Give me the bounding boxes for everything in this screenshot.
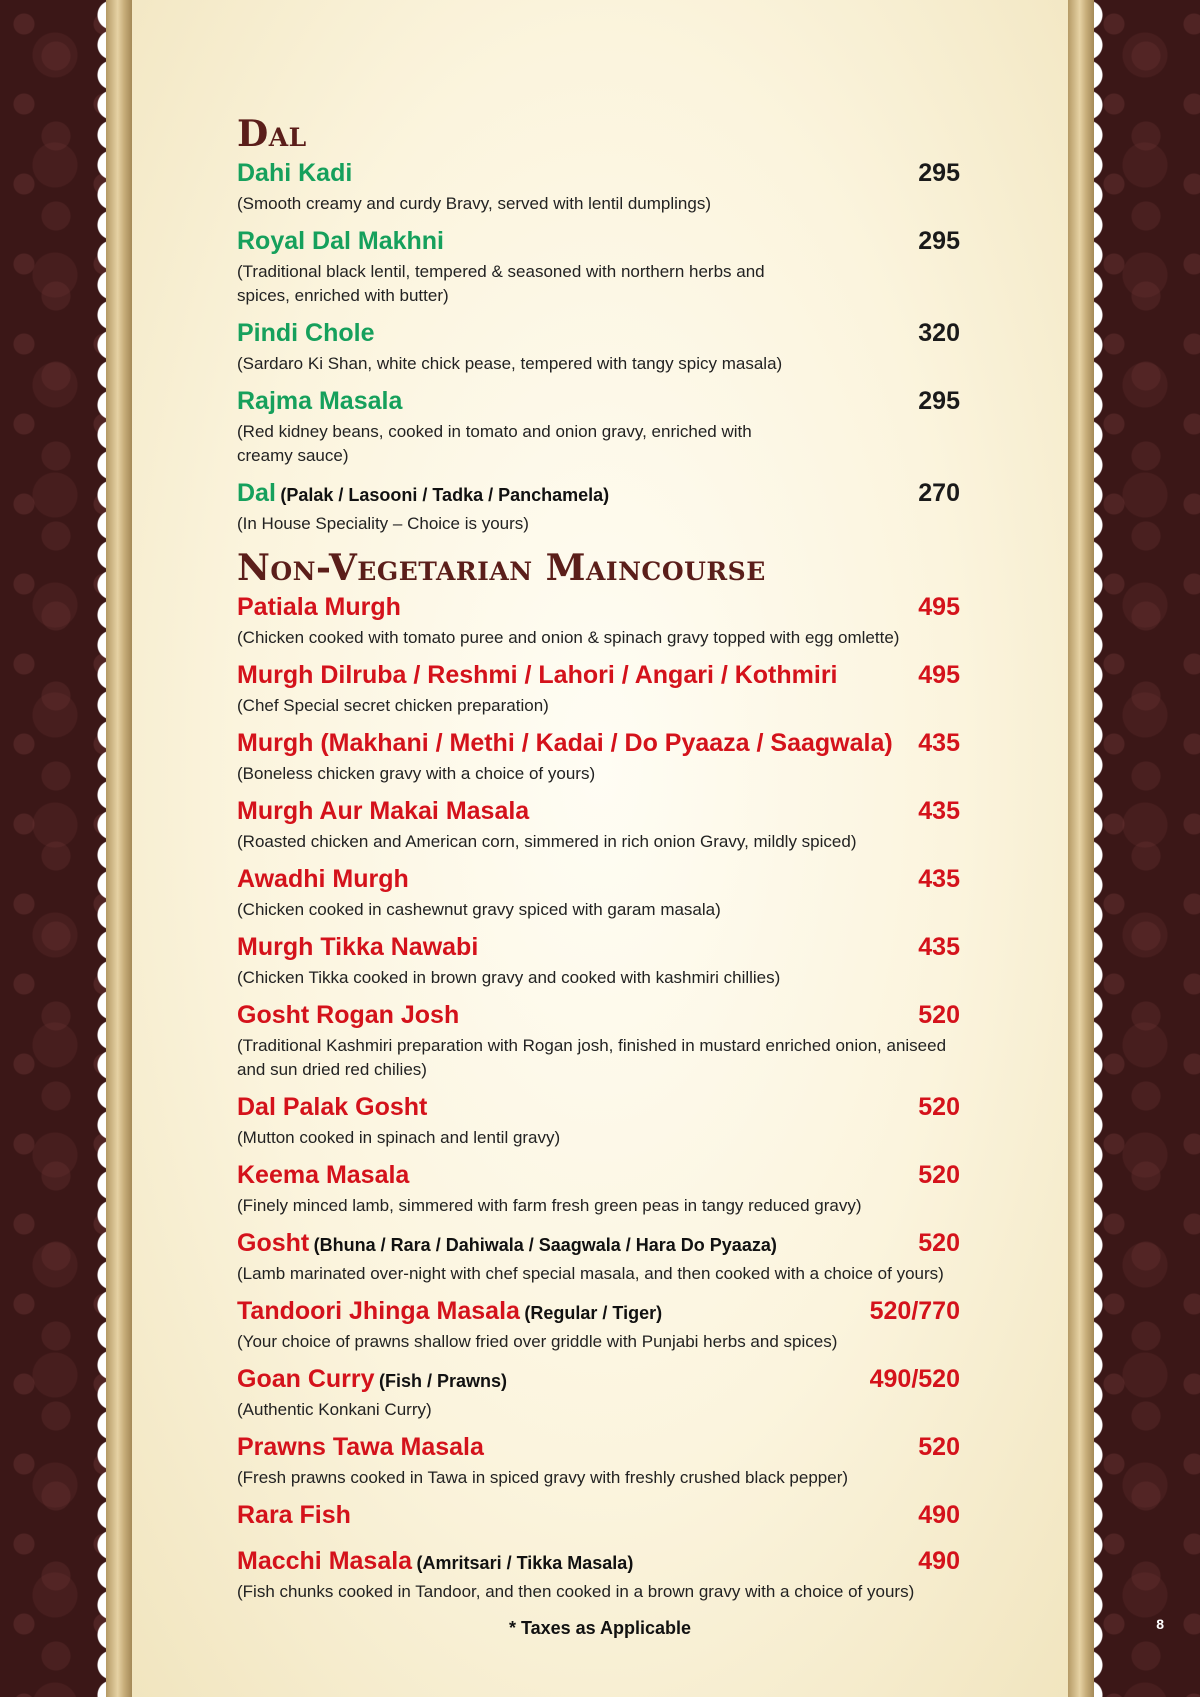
- menu-item: [237, 794, 960, 854]
- item-description: (Finely minced lamb, simmered with farm fresh green peas in tangy reduced gravy): [237, 1196, 862, 1215]
- item-options: (Regular / Tiger): [524, 1303, 663, 1323]
- menu-item: [237, 1362, 960, 1422]
- item-price: 520: [918, 1229, 960, 1257]
- item-description: (Traditional Kashmiri preparation with Rogan josh, finished in mustard enriched onion, aniseed and sun dried red chilies): [237, 1036, 947, 1079]
- item-name: Awadhi Murgh: [237, 865, 409, 893]
- item-options: (Palak / Lasooni / Tadka / Panchamela): [280, 485, 610, 505]
- item-description: (Boneless chicken gravy with a choice of yours): [237, 764, 596, 783]
- item-description: (Chicken cooked in cashewnut gravy spiced with garam masala): [237, 900, 721, 919]
- item-name: Dal: [237, 479, 276, 507]
- item-price: 490: [918, 1501, 960, 1529]
- item-description: (Red kidney beans, cooked in tomato and onion gravy, enriched with creamy sauce): [237, 422, 752, 465]
- menu-item: [237, 476, 960, 536]
- item-name: Dal Palak Gosht: [237, 1093, 428, 1121]
- menu-item: [237, 1226, 960, 1286]
- item-name: Pindi Chole: [237, 319, 375, 347]
- item-description: (Authentic Konkani Curry): [237, 1400, 432, 1419]
- item-name: Murgh Dilruba / Reshmi / Lahori / Angari / Kothmiri: [237, 661, 838, 689]
- item-options: (Fish / Prawns): [378, 1371, 508, 1391]
- item-price: 295: [918, 387, 960, 415]
- menu-item: [237, 316, 960, 376]
- item-price: 520/770: [869, 1297, 960, 1325]
- section-non-vegetarian: [237, 546, 960, 1604]
- item-description: (Chef Special secret chicken preparation): [237, 696, 549, 715]
- item-name: Keema Masala: [237, 1161, 410, 1189]
- menu-item: [237, 1090, 960, 1150]
- item-name: Gosht Rogan Josh: [237, 1001, 460, 1029]
- menu-item: [237, 1294, 960, 1354]
- item-price: 435: [918, 797, 960, 825]
- item-price: 495: [918, 593, 960, 621]
- taxes-note: * Taxes as Applicable: [508, 1618, 692, 1638]
- page-number: 8: [1156, 1616, 1164, 1632]
- menu-item: [237, 1498, 960, 1536]
- item-name: Rajma Masala: [237, 387, 403, 415]
- item-price: 435: [918, 729, 960, 757]
- item-description: (Chicken Tikka cooked in brown gravy and cooked with kashmiri chillies): [237, 968, 781, 987]
- item-price: 295: [918, 159, 960, 187]
- item-name: Macchi Masala: [237, 1547, 413, 1575]
- item-name: Dahi Kadi: [237, 159, 353, 187]
- item-price: 520: [918, 1433, 960, 1461]
- item-description: (Smooth creamy and curdy Bravy, served with lentil dumplings): [237, 194, 711, 213]
- item-description: (Fish chunks cooked in Tandoor, and then cooked in a brown gravy with a choice of yours): [237, 1582, 915, 1601]
- item-price: 490/520: [869, 1365, 960, 1393]
- item-description: (Your choice of prawns shallow fried over griddle with Punjabi herbs and spices): [237, 1332, 838, 1351]
- item-price: 520: [918, 1001, 960, 1029]
- menu-item: [237, 384, 960, 468]
- item-price: 520: [918, 1093, 960, 1121]
- item-price: 520: [918, 1161, 960, 1189]
- item-description: (Chicken cooked with tomato puree and onion & spinach gravy topped with egg omlette): [237, 628, 900, 647]
- item-options: (Amritsari / Tikka Masala): [416, 1553, 634, 1573]
- item-price: 490: [918, 1547, 960, 1575]
- item-description: (Lamb marinated over-night with chef special masala, and then cooked with a choice of yours): [237, 1264, 944, 1283]
- item-name: Gosht: [237, 1229, 310, 1257]
- menu-item: [237, 862, 960, 922]
- item-price: 320: [918, 319, 960, 347]
- item-description: (Mutton cooked in spinach and lentil gravy): [237, 1128, 561, 1147]
- menu-item: [237, 930, 960, 990]
- item-name: Goan Curry: [237, 1365, 375, 1393]
- item-name: Royal Dal Makhni: [237, 227, 444, 255]
- item-name: Prawns Tawa Masala: [237, 1433, 484, 1461]
- menu-item: [237, 1544, 960, 1604]
- section-title: Non-Vegetarian Maincourse: [237, 547, 766, 589]
- item-name: Patiala Murgh: [237, 593, 401, 621]
- menu-item: [237, 156, 960, 216]
- item-description: (Traditional black lentil, tempered & seasoned with northern herbs and spices, enriched with butter): [237, 262, 765, 305]
- left-gold-band: [106, 0, 132, 1697]
- section-title: Dal: [237, 113, 307, 155]
- item-description: (In House Speciality – Choice is yours): [237, 514, 529, 533]
- menu-item: [237, 590, 960, 650]
- menu-item: [237, 998, 960, 1082]
- menu-content: [237, 112, 960, 1612]
- menu-item: [237, 224, 960, 308]
- right-gold-band: [1068, 0, 1094, 1697]
- section-dal: [237, 112, 960, 536]
- item-description: (Roasted chicken and American corn, simmered in rich onion Gravy, mildly spiced): [237, 832, 857, 851]
- item-name: Murgh Tikka Nawabi: [237, 933, 479, 961]
- item-price: 495: [918, 661, 960, 689]
- item-description: (Sardaro Ki Shan, white chick pease, tempered with tangy spicy masala): [237, 354, 783, 373]
- menu-item: [237, 726, 960, 786]
- menu-item: [237, 1430, 960, 1490]
- item-price: 295: [918, 227, 960, 255]
- item-price: 270: [918, 479, 960, 507]
- item-price: 435: [918, 933, 960, 961]
- item-name: Murgh (Makhani / Methi / Kadai / Do Pyaaza / Saagwala): [237, 729, 893, 757]
- item-name: Tandoori Jhinga Masala: [237, 1297, 520, 1325]
- menu-item: [237, 1158, 960, 1218]
- item-name: Murgh Aur Makai Masala: [237, 797, 530, 825]
- item-options: (Bhuna / Rara / Dahiwala / Saagwala / Hara Do Pyaaza): [313, 1235, 777, 1255]
- item-price: 435: [918, 865, 960, 893]
- item-description: (Fresh prawns cooked in Tawa in spiced gravy with freshly crushed black pepper): [237, 1468, 849, 1487]
- item-name: Rara Fish: [237, 1501, 351, 1529]
- menu-item: [237, 658, 960, 718]
